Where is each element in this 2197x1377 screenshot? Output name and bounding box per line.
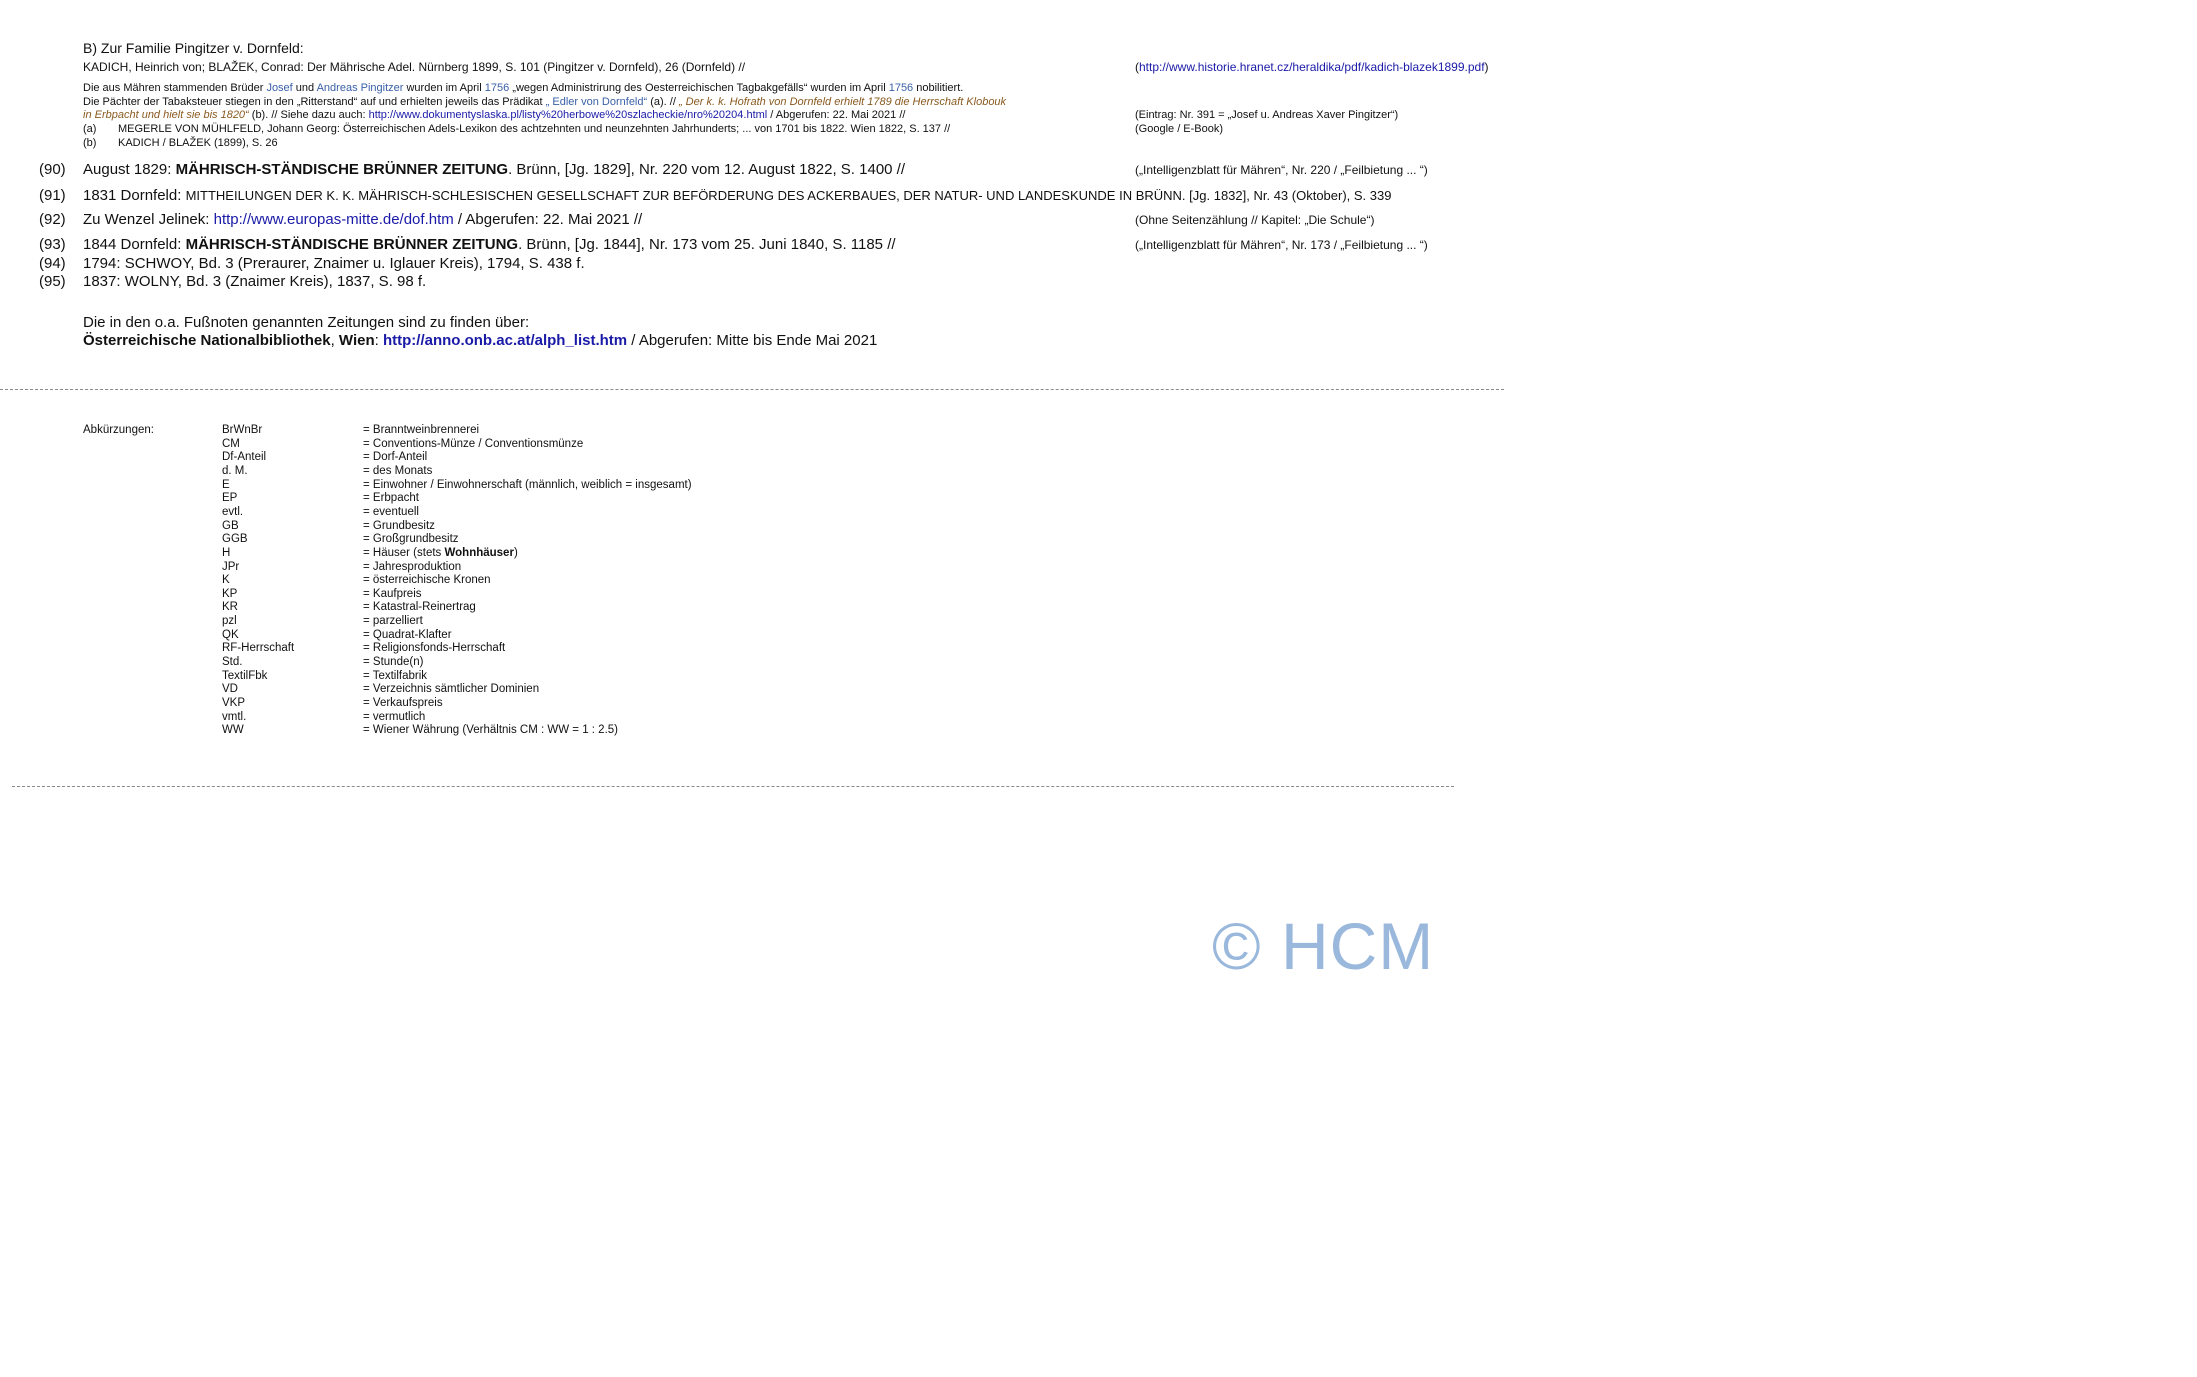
fn91-text — [83, 187, 1391, 204]
definition-text: = Textilfabrik — [363, 670, 428, 682]
fn90-text — [83, 161, 905, 178]
newspaper-title: MÄHRISCH-STÄNDISCHE BRÜNNER ZEITUNG — [175, 161, 509, 178]
quote-hofrath: „ Der k. k. Hofrath von Dornfeld erhielt 1789 die Herrschaft Klobouk — [678, 96, 1007, 108]
name-andreas: Andreas Pingitzer — [316, 82, 404, 94]
abbreviation-term: d. M. — [222, 465, 248, 477]
fn93-right: („Intelligenzblatt für Mähren“, Nr. 173 / „Feilbietung ... “) — [1135, 238, 1428, 252]
text: / Abgerufen: Mitte bis Ende Mai 2021 — [627, 332, 878, 349]
abbreviation-term: K — [222, 574, 230, 586]
abbreviation-term: evtl. — [222, 506, 244, 518]
fn92-number: (92) — [39, 211, 66, 228]
fn92-text — [83, 211, 642, 228]
fn92-right: (Ohne Seitenzählung // Kapitel: „Die Schule“) — [1135, 213, 1375, 227]
abbreviation-term: JPr — [222, 561, 240, 573]
text: Die Pächter der Tabaksteuer stiegen in den „Ritterstand“ auf und erhielten jeweils das Prädikat — [83, 96, 546, 108]
text: „wegen Administrirung des Oesterreichischen Tagbakgefälls“ wurden im April — [509, 82, 889, 94]
fn91-number: (91) — [39, 187, 66, 204]
fn93-number: (93) — [39, 236, 66, 253]
text: . Brünn, [Jg. 1829], Nr. 220 vom 12. August 1822, S. 1400 // — [508, 161, 905, 178]
eintrag-note: (Eintrag: Nr. 391 = „Josef u. Andreas Xaver Pingitzer“) — [1135, 109, 1399, 121]
definition-bold: Wohnhäuser — [444, 547, 514, 559]
abbreviation-definition — [363, 601, 476, 613]
abbreviation-definition — [363, 492, 419, 504]
abbreviation-definition — [363, 724, 618, 736]
abbreviation-term: Std. — [222, 656, 243, 668]
year: 1756 — [484, 82, 510, 94]
definition-text: = Verkaufspreis — [363, 697, 443, 709]
anno-link[interactable]: http://anno.onb.ac.at/alph_list.htm — [382, 332, 628, 349]
abbreviation-term: CM — [222, 438, 240, 450]
divider-bottom — [12, 786, 1454, 787]
section-title: B) Zur Familie Pingitzer v. Dornfeld: — [83, 40, 304, 56]
abbreviation-term: vmtl. — [222, 711, 247, 723]
society-title: MITTHEILUNGEN DER K. K. MÄHRISCH-SCHLESISCHEN GESELLSCHAFT ZUR BEFÖRDERUNG DES ACKERBAUES, DER NATUR- UND LANDESKUNDE IN BRÜNN — [185, 188, 1182, 203]
abbreviation-definition — [363, 506, 419, 518]
divider-top — [0, 389, 1504, 390]
newspaper-title: MÄHRISCH-STÄNDISCHE BRÜNNER ZEITUNG — [185, 236, 519, 253]
abbreviation-definition — [363, 629, 452, 641]
abbreviation-definition — [363, 615, 423, 627]
text: 1831 Dornfeld: — [83, 187, 186, 204]
paren-open: ( — [1135, 60, 1139, 74]
abbreviation-definition — [363, 656, 423, 668]
dokumentyslaska-link[interactable]: http://www.dokumentyslaska.pl/listy%20herbowe%20szlacheckie/nro%20204.html — [368, 109, 768, 121]
abbreviation-term: VD — [222, 683, 238, 695]
text: / Abgerufen: 22. Mai 2021 // — [453, 211, 643, 228]
abbreviation-definition — [363, 520, 435, 532]
para-erbpacht — [83, 109, 905, 121]
abbreviation-definition — [363, 670, 427, 682]
fn95-text: 1837: WOLNY, Bd. 3 (Znaimer Kreis), 1837, S. 98 f. — [83, 273, 427, 290]
definition-text: = Wiener Währung (Verhältnis CM : WW = 1 : 2.5) — [363, 724, 618, 736]
quote-erbpacht: in Erbpacht und hielt sie bis 1820“ — [83, 109, 249, 121]
text: und — [292, 82, 317, 94]
definition-text: = Conventions-Münze / Conventionsmünze — [363, 438, 584, 450]
abbreviation-term: BrWnBr — [222, 424, 263, 436]
definition-text: = Grundbesitz — [363, 520, 435, 532]
definition-text: = Quadrat-Klafter — [363, 629, 452, 641]
text: . Brünn, [Jg. 1844], Nr. 173 vom 25. Juni 1840, S. 1185 // — [518, 236, 896, 253]
ref-b-text: KADICH / BLAŽEK (1899), S. 26 — [118, 137, 278, 149]
abbreviation-term: QK — [222, 629, 239, 641]
text: / Abgerufen: 22. Mai 2021 // — [767, 109, 906, 121]
abbreviation-definition — [363, 479, 692, 491]
abbreviation-term: E — [222, 479, 230, 491]
abbreviation-definition — [363, 711, 425, 723]
text: (b). // Siehe dazu auch: — [248, 109, 369, 121]
fn93-text — [83, 236, 896, 253]
para-tax — [83, 96, 1006, 108]
definition-text: ) — [513, 547, 518, 559]
fn95-number: (95) — [39, 273, 66, 290]
abbreviation-definition — [363, 424, 479, 436]
abbreviation-term: pzl — [222, 615, 237, 627]
fn90-number: (90) — [39, 161, 66, 178]
newspapers-source — [83, 332, 877, 349]
definition-text: = Religionsfonds-Herrschaft — [363, 642, 506, 654]
definition-text: = Dorf-Anteil — [363, 451, 428, 463]
text: Zu Wenzel Jelinek: — [83, 211, 214, 228]
text: : — [374, 332, 383, 349]
text: (a). // — [647, 96, 679, 108]
fn90-right: („Intelligenzblatt für Mähren“, Nr. 220 / „Feilbietung ... “) — [1135, 163, 1428, 177]
ref-b-label: (b) — [83, 137, 97, 149]
definition-text: = Branntweinbrennerei — [363, 424, 480, 436]
abbreviation-term: KP — [222, 588, 238, 600]
definition-text: = Kaufpreis — [363, 588, 422, 600]
text: Die aus Mähren stammenden Brüder — [83, 82, 267, 94]
abbreviation-term: GGB — [222, 533, 248, 545]
text: wurden im April — [403, 82, 485, 94]
abbreviation-term: Df-Anteil — [222, 451, 267, 463]
para-brothers — [83, 82, 963, 94]
abbreviation-definition — [363, 642, 505, 654]
abbreviation-term: H — [222, 547, 231, 559]
kadich-link[interactable]: http://www.historie.hranet.cz/heraldika/pdf/kadich-blazek1899.pdf — [1139, 60, 1485, 74]
abbreviation-term: KR — [222, 601, 238, 613]
ref-a-right: (Google / E-Book) — [1135, 123, 1224, 135]
definition-text: = des Monats — [363, 465, 433, 477]
abbrev-label: Abkürzungen: — [83, 424, 154, 436]
abbreviation-definition — [363, 697, 443, 709]
definition-text: = vermutlich — [363, 711, 426, 723]
definition-text: = Stunde(n) — [363, 656, 424, 668]
abbreviation-definition — [363, 547, 518, 559]
abbreviation-term: EP — [222, 492, 238, 504]
definition-text: = Jahresproduktion — [363, 561, 462, 573]
kadich-link-wrapper — [1135, 60, 1489, 74]
abbreviation-term: WW — [222, 724, 244, 736]
onb-name: Österreichische Nationalbibliothek — [83, 332, 331, 349]
paren-close: ) — [1484, 60, 1489, 74]
definition-text: = Großgrundbesitz — [363, 533, 459, 545]
abbreviation-definition — [363, 561, 461, 573]
abbreviation-definition — [363, 683, 539, 695]
abbreviation-definition — [363, 574, 491, 586]
copyright-watermark: © HCM — [1212, 909, 1435, 983]
definition-text: = Häuser (stets — [363, 547, 445, 559]
definition-text: = Verzeichnis sämtlicher Dominien — [363, 683, 540, 695]
abbreviation-term: RF-Herrschaft — [222, 642, 295, 654]
city: Wien — [338, 332, 375, 349]
abbreviation-definition — [363, 588, 422, 600]
abbreviation-term: GB — [222, 520, 239, 532]
text: . [Jg. 1832], Nr. 43 (Oktober), S. 339 — [1181, 188, 1392, 203]
abbreviation-term: TextilFbk — [222, 670, 268, 682]
definition-text: = parzelliert — [363, 615, 423, 627]
text: nobilitiert. — [913, 82, 964, 94]
text: August 1829: — [83, 161, 176, 178]
text: , — [330, 332, 339, 349]
abbreviation-term: VKP — [222, 697, 246, 709]
europas-mitte-link[interactable]: http://www.europas-mitte.de/dof.htm — [213, 211, 454, 228]
definition-text: = österreichische Kronen — [363, 574, 491, 586]
fn94-number: (94) — [39, 255, 66, 272]
definition-text: = Katastral-Reinertrag — [363, 601, 476, 613]
abbreviation-definition — [363, 438, 583, 450]
abbreviation-definition — [363, 533, 459, 545]
definition-text: = Erbpacht — [363, 492, 419, 504]
abbreviation-definition — [363, 451, 427, 463]
definition-text: = Einwohner / Einwohnerschaft (männlich, weiblich = insgesamt) — [363, 479, 692, 491]
year: 1756 — [888, 82, 914, 94]
abbreviation-definition — [363, 465, 432, 477]
name-josef: Josef — [266, 82, 293, 94]
ref-a-text: MEGERLE VON MÜHLFELD, Johann Georg: Österreichischen Adels-Lexikon des achtzehnten und neunzehnten Jahrhunderts; ... von 1701 bis 1822. Wien 1822, S. 137 // — [118, 123, 951, 135]
text: 1844 Dornfeld: — [83, 236, 186, 253]
title-edler: „ Edler von Dornfeld“ — [545, 96, 648, 108]
ref-a-label: (a) — [83, 123, 97, 135]
fn94-text: 1794: SCHWOY, Bd. 3 (Preraurer, Znaimer u. Iglauer Kreis), 1794, S. 438 f. — [83, 255, 585, 272]
newspapers-intro: Die in den o.a. Fußnoten genannten Zeitungen sind zu finden über: — [83, 314, 530, 331]
kadich-text: KADICH, Heinrich von; BLAŽEK, Conrad: Der Mährische Adel. Nürnberg 1899, S. 101 (Pingitzer v. Dornfeld), 26 (Dornfeld) // — [83, 60, 746, 74]
definition-text: = eventuell — [363, 506, 419, 518]
kadich-citation — [83, 60, 745, 74]
